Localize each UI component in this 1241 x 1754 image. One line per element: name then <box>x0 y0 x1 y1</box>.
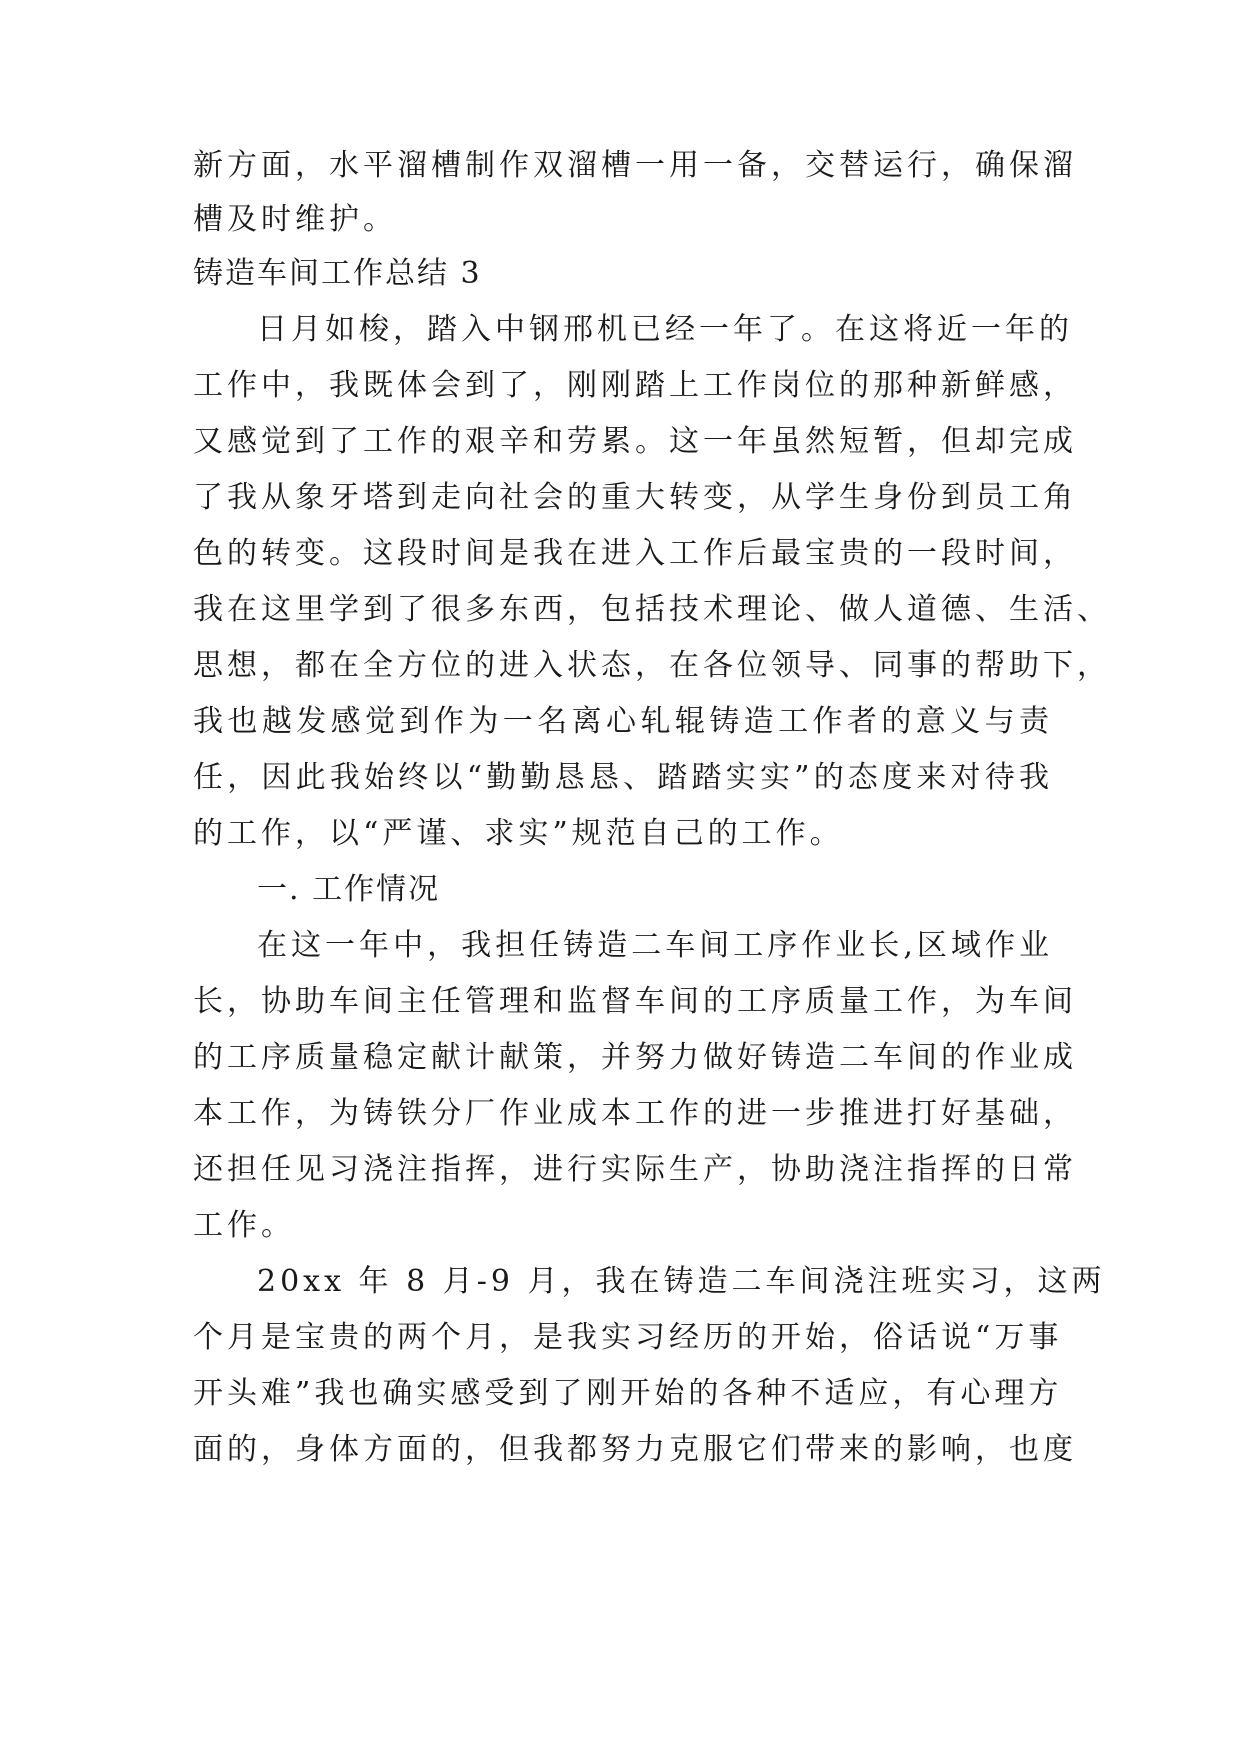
text-line: 开头难”我也确实感受到了刚开始的各种不适应，有心理方 <box>193 1376 1063 1411</box>
text-line: 的工序质量稳定献计献策，并努力做好铸造二车间的作业成 <box>193 1040 1077 1075</box>
text-line: 新方面，水平溜槽制作双溜槽一用一备，交替运行，确保溜 <box>193 148 1077 183</box>
text-line: 本工作，为铸铁分厂作业成本工作的进一步推进打好基础， <box>193 1096 1077 1131</box>
text-line: 还担任见习浇注指挥，进行实际生产，协助浇注指挥的日常 <box>193 1152 1077 1187</box>
text-line: 我在这里学到了很多东西，包括技术理论、做人道德、生活、 <box>193 592 1111 627</box>
text-line: 面的，身体方面的，但我都努力克服它们带来的影响，也度 <box>193 1432 1077 1467</box>
text-line: 槽及时维护。 <box>193 202 397 237</box>
text-line: 的工作，以“严谨、求实”规范自己的工作。 <box>193 816 844 851</box>
paragraph-first-line: 20xx 年 8 月-9 月，我在铸造二车间浇注班实习，这两 <box>257 1264 1106 1299</box>
section-title: 铸造车间工作总结 3 <box>193 256 482 291</box>
text-line: 又感觉到了工作的艰辛和劳累。这一年虽然短暂，但却完成 <box>193 424 1077 459</box>
text-line: 色的转变。这段时间是我在进入工作后最宝贵的一段时间， <box>193 536 1077 571</box>
subsection-title: 一. 工作情况 <box>257 872 441 907</box>
text-line: 了我从象牙塔到走向社会的重大转变，从学生身份到员工角 <box>193 480 1077 515</box>
text-line: 工作。 <box>193 1208 295 1243</box>
text-line: 思想，都在全方位的进入状态，在各位领导、同事的帮助下， <box>193 648 1111 683</box>
paragraph-first-line: 日月如梭，踏入中钢邢机已经一年了。在这将近一年的 <box>257 312 1073 347</box>
text-line: 长，协助车间主任管理和监督车间的工序质量工作，为车间 <box>193 984 1077 1019</box>
text-line: 任，因此我始终以“勤勤恳恳、踏踏实实”的态度来对待我 <box>193 760 1053 795</box>
paragraph-first-line: 在这一年中，我担任铸造二车间工序作业长,区域作业 <box>257 928 1053 963</box>
text-line: 个月是宝贵的两个月，是我实习经历的开始，俗话说“万事 <box>193 1320 1063 1355</box>
text-line: 工作中，我既体会到了，刚刚踏上工作岗位的那种新鲜感， <box>193 368 1077 403</box>
text-line: 我也越发感觉到作为一名离心轧辊铸造工作者的意义与责 <box>193 704 1053 739</box>
